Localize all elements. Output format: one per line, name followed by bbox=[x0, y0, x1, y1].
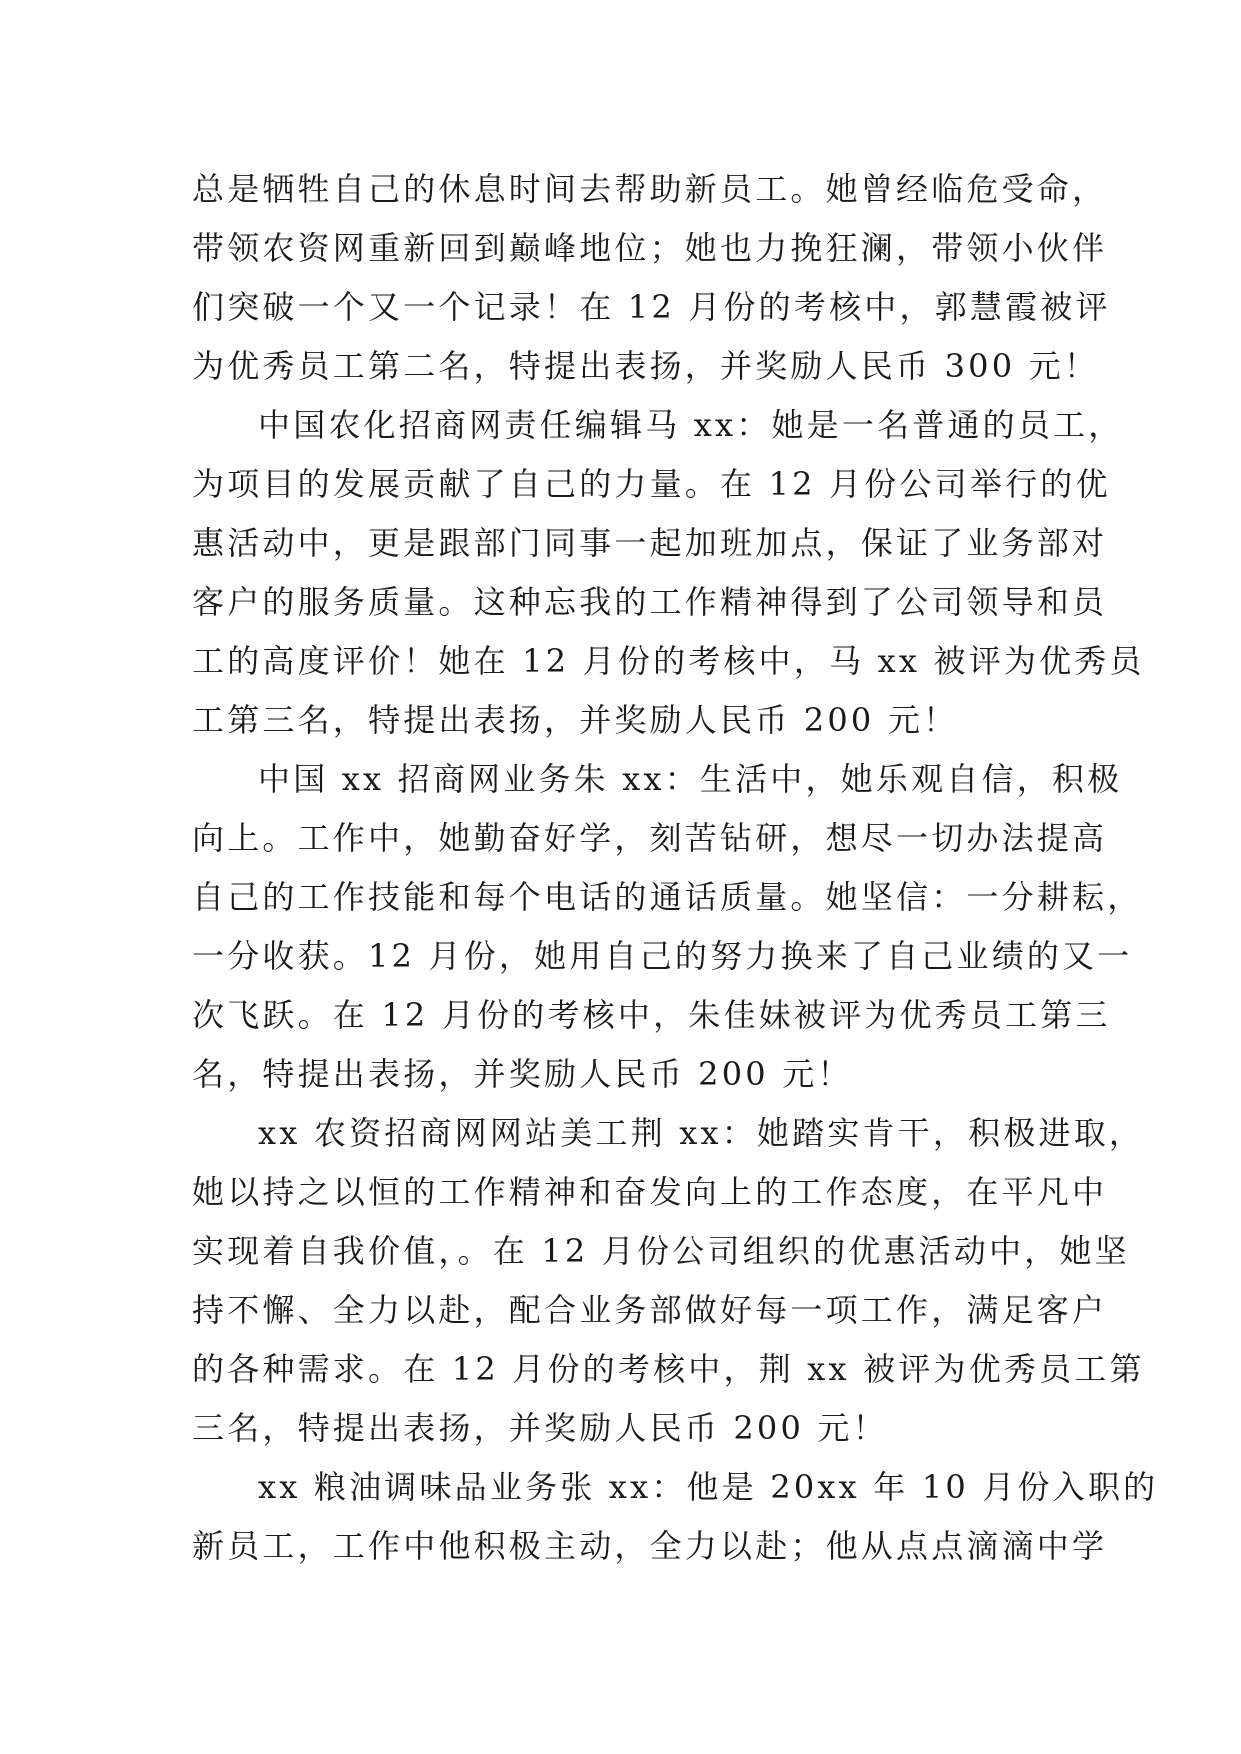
paragraph-first-line: xx 农资招商网网站美工荆 xx：她踏实肯干，积极进取， bbox=[258, 1114, 1145, 1152]
text-line: 为优秀员工第二名，特提出表扬，并奖励人民币 300 元！ bbox=[192, 347, 1100, 385]
text-line: 自己的工作技能和每个电话的通话质量。她坚信：一分耕耘， bbox=[192, 878, 1143, 916]
text-line: 持不懈、全力以赴，配合业务部做好每一项工作，满足客户 bbox=[192, 1291, 1108, 1329]
paragraph-first-line: 中国 xx 招商网业务朱 xx：生活中，她乐观自信，积极 bbox=[258, 760, 1123, 798]
text-line: 总是牺牲自己的休息时间去帮助新员工。她曾经临危受命， bbox=[192, 170, 1108, 208]
text-line: 三名，特提出表扬，并奖励人民币 200 元！ bbox=[192, 1409, 888, 1447]
paragraph-first-line: xx 粮油调味品业务张 xx：他是 20xx 年 10 月份入职的 bbox=[258, 1468, 1159, 1506]
text-line: 一分收获。12 月份，她用自己的努力换来了自己业绩的又一 bbox=[192, 937, 1133, 975]
text-line: 她以持之以恒的工作精神和奋发向上的工作态度，在平凡中 bbox=[192, 1173, 1108, 1211]
text-line: 实现着自我价值，。在 12 月份公司组织的优惠活动中，她坚 bbox=[192, 1232, 1130, 1270]
document-body bbox=[192, 160, 1159, 1576]
text-line: 向上。工作中，她勤奋好学，刻苦钻研，想尽一切办法提高 bbox=[192, 819, 1108, 857]
text-line: 惠活动中，更是跟部门同事一起加班加点，保证了业务部对 bbox=[192, 524, 1108, 562]
text-line: 次飞跃。在 12 月份的考核中，朱佳妹被评为优秀员工第三 bbox=[192, 996, 1111, 1034]
text-line: 们突破一个又一个记录！在 12 月份的考核中，郭慧霞被评 bbox=[192, 288, 1111, 326]
text-line: 新员工，工作中他积极主动，全力以赴；他从点点滴滴中学 bbox=[192, 1527, 1108, 1565]
text-line: 名，特提出表扬，并奖励人民币 200 元！ bbox=[192, 1055, 853, 1093]
text-line: 带领农资网重新回到巅峰地位；她也力挽狂澜，带领小伙伴 bbox=[192, 229, 1108, 267]
text-line: 工第三名，特提出表扬，并奖励人民币 200 元！ bbox=[192, 701, 959, 739]
paragraph-first-line: 中国农化招商网责任编辑马 xx：她是一名普通的员工， bbox=[258, 406, 1124, 444]
text-line: 为项目的发展贡献了自己的力量。在 12 月份公司举行的优 bbox=[192, 465, 1111, 503]
text-line: 的各种需求。在 12 月份的考核中，荆 xx 被评为优秀员工第 bbox=[192, 1350, 1145, 1388]
text-line: 客户的服务质量。这种忘我的工作精神得到了公司领导和员 bbox=[192, 583, 1108, 621]
text-line: 工的高度评价！她在 12 月份的考核中，马 xx 被评为优秀员 bbox=[192, 642, 1145, 680]
